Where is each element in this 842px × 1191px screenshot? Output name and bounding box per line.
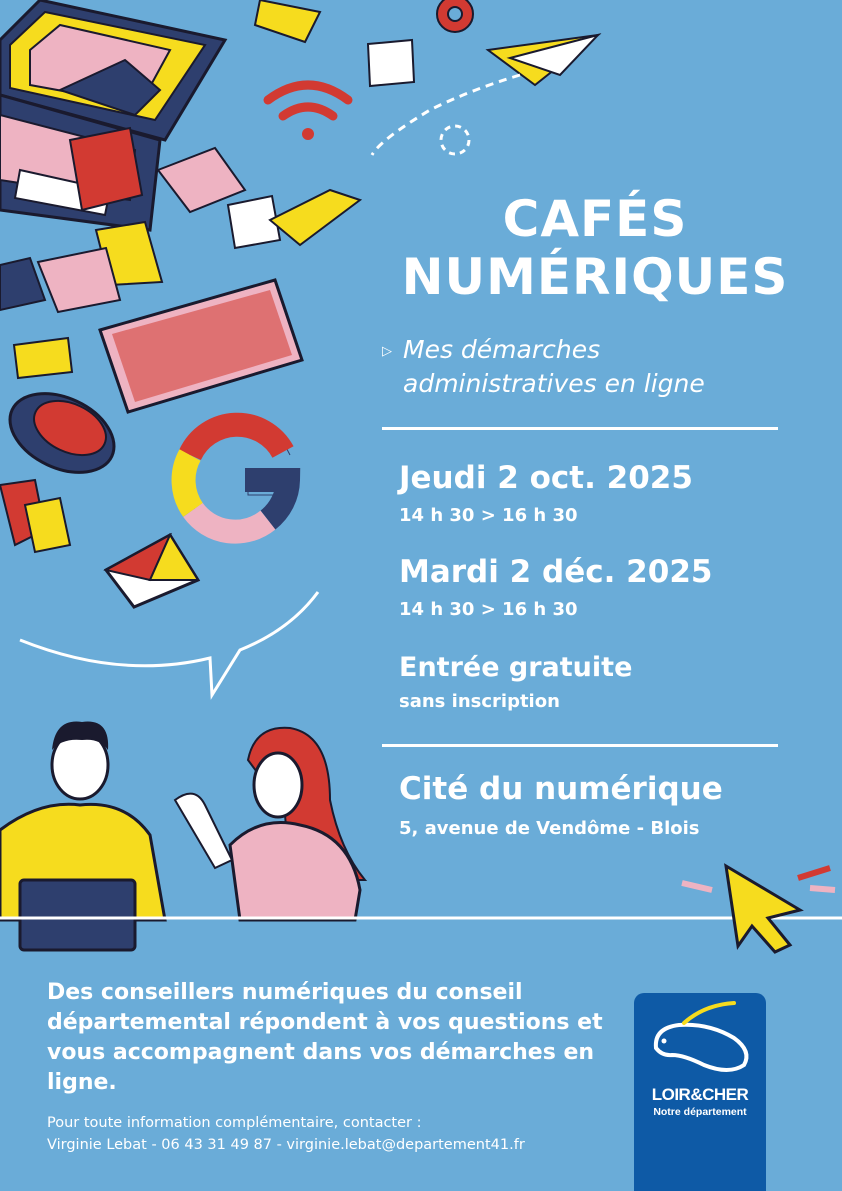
logo-brand: LOIR&CHER bbox=[651, 1085, 749, 1104]
session-date: Mardi 2 déc. 2025 bbox=[399, 554, 713, 590]
venue-name: Cité du numérique bbox=[399, 771, 723, 807]
session-time: 14 h 30 > 16 h 30 bbox=[399, 505, 578, 526]
keyboard-icon bbox=[100, 280, 302, 412]
document-icon bbox=[70, 128, 142, 210]
description-part: Des conseillers numériques du bbox=[47, 980, 436, 1005]
title-line: CAFÉS bbox=[502, 190, 688, 248]
woman-illustration bbox=[175, 728, 365, 920]
gear-icon bbox=[437, 0, 473, 32]
envelope-icon bbox=[106, 535, 198, 607]
mouse-icon bbox=[0, 378, 127, 488]
triangle-bullet-icon: ▷ bbox=[382, 344, 392, 359]
venue-address: 5, avenue de Vendôme - Blois bbox=[399, 818, 700, 839]
cursor-icon bbox=[682, 866, 835, 952]
google-logo-icon bbox=[184, 423, 296, 533]
description-part: répondent à vos questions et vous accompagnent dans vos démarches en ligne. bbox=[47, 1010, 603, 1095]
subtitle-line: administratives en ligne bbox=[403, 369, 705, 398]
speech-bubble-icon bbox=[20, 592, 318, 695]
divider bbox=[382, 427, 778, 430]
laptop-small-icon bbox=[20, 880, 135, 950]
contact-line: Virginie Lebat - 06 43 31 49 87 - virginie.lebat@departement41.fr bbox=[47, 1137, 525, 1153]
event-subtitle bbox=[382, 333, 812, 401]
session-2 bbox=[399, 554, 819, 622]
session-time: 14 h 30 > 16 h 30 bbox=[399, 599, 578, 620]
salamander-logo-icon bbox=[634, 993, 766, 1083]
divider bbox=[382, 744, 778, 747]
description-bold: conseil départemental bbox=[47, 980, 523, 1035]
session-date: Jeudi 2 oct. 2025 bbox=[399, 460, 693, 496]
contact-info bbox=[47, 1112, 627, 1156]
contact-line: Pour toute information complémentaire, contacter : bbox=[47, 1115, 422, 1131]
wifi-icon bbox=[268, 85, 348, 140]
loir-et-cher-logo bbox=[634, 993, 766, 1191]
event-title bbox=[365, 190, 825, 306]
venue bbox=[399, 771, 819, 841]
session-1 bbox=[399, 460, 819, 528]
title-line: NUMÉRIQUES bbox=[401, 248, 789, 306]
description bbox=[47, 978, 627, 1098]
subtitle-line: Mes démarches bbox=[403, 335, 601, 364]
logo-tagline: Notre département bbox=[653, 1106, 747, 1118]
entry-note: sans inscription bbox=[399, 691, 560, 712]
entry-info bbox=[399, 651, 819, 714]
entry-label: Entrée gratuite bbox=[399, 652, 633, 683]
man-illustration bbox=[0, 722, 165, 950]
